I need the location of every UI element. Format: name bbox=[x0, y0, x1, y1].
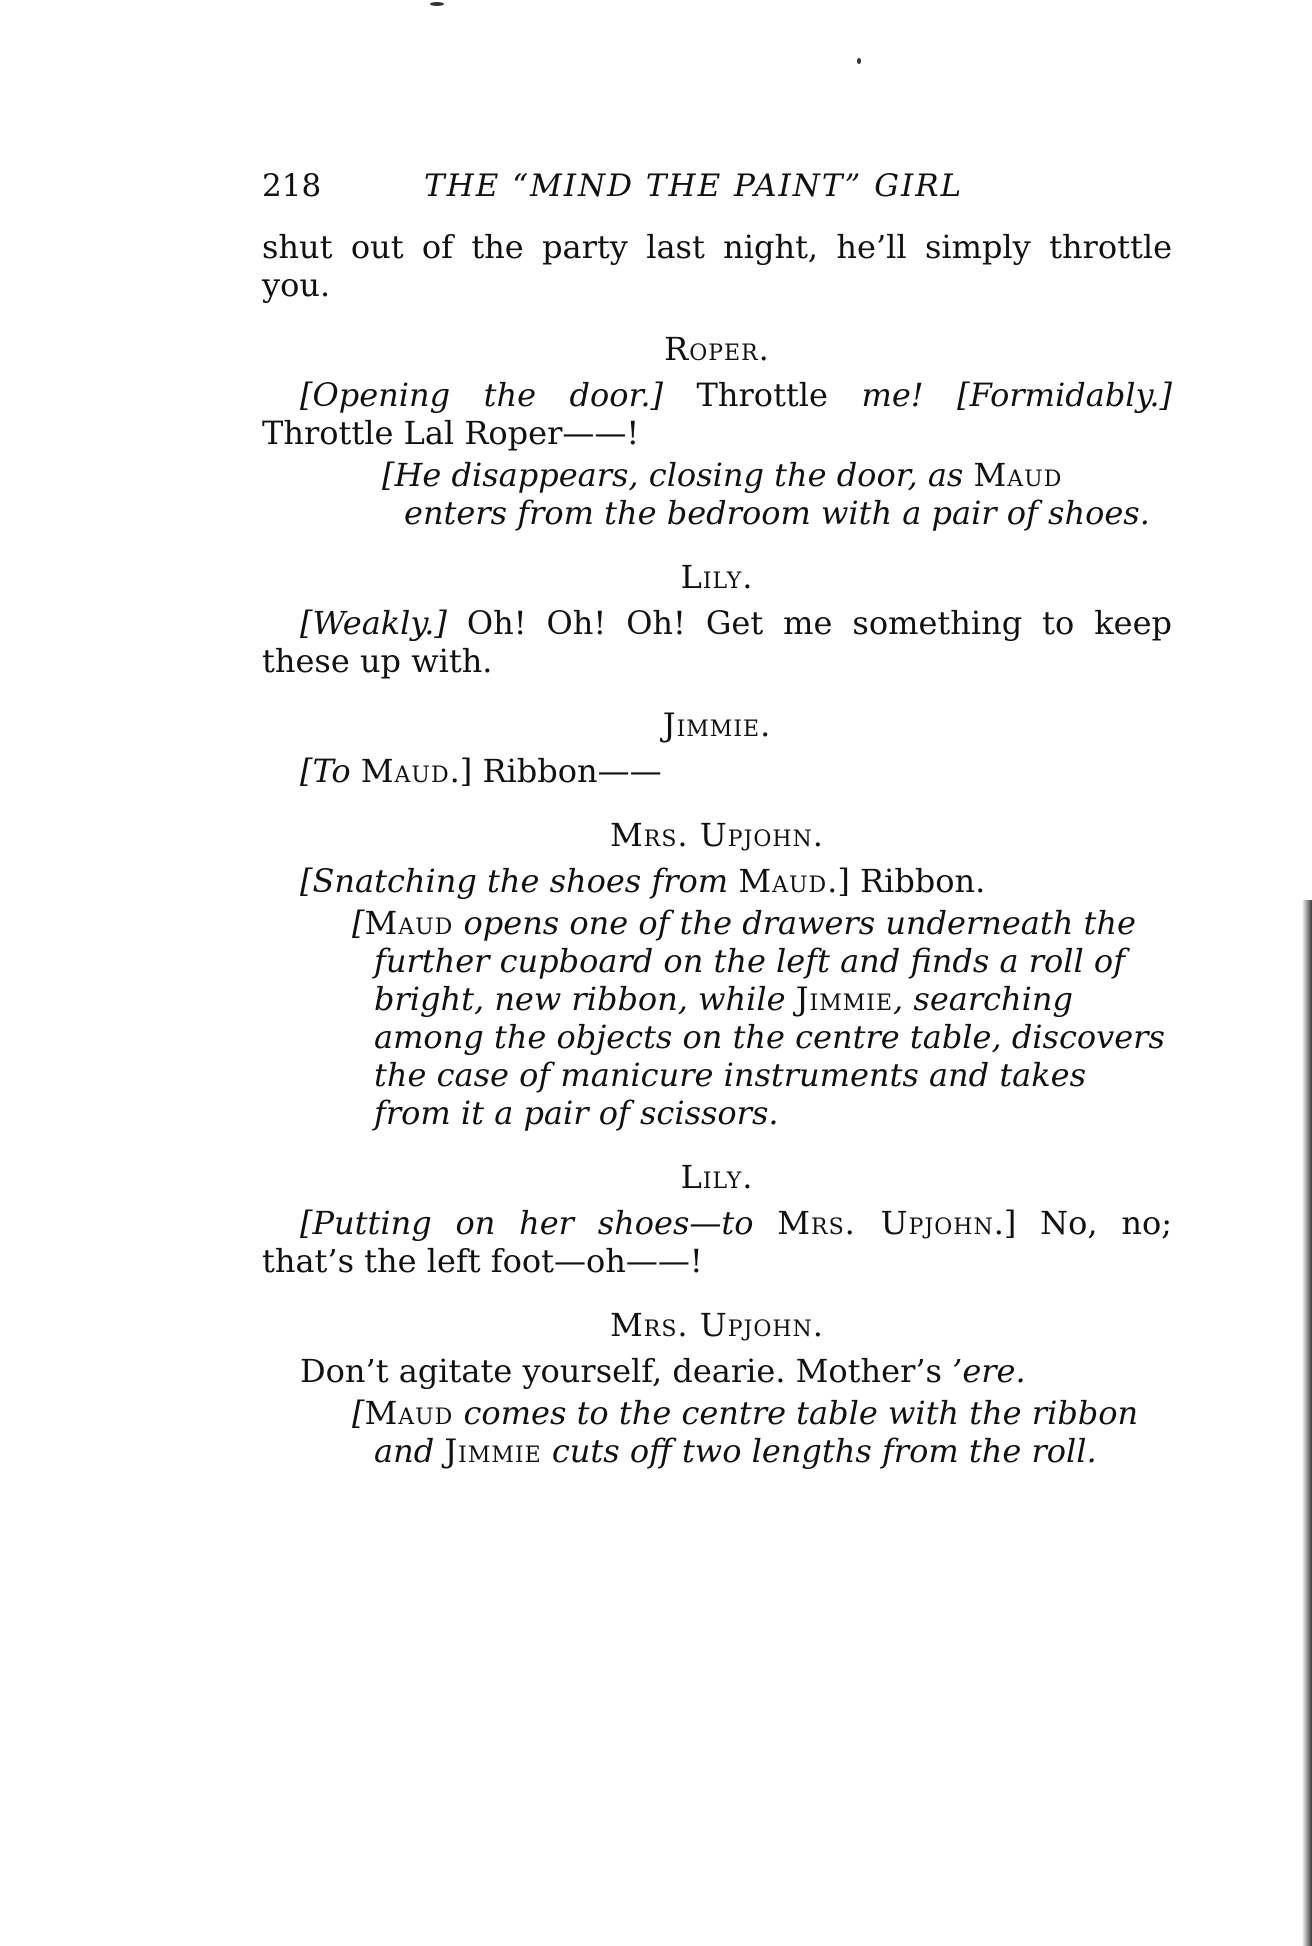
roper-direction-2: [Formidably.] bbox=[923, 376, 1173, 414]
scan-speck bbox=[430, 2, 444, 6]
upjohn-direction-a: [Snatching the shoes from bbox=[300, 862, 739, 900]
scan-edge-shadow bbox=[1302, 900, 1312, 1946]
upjohn-direction-b: .] bbox=[827, 862, 850, 900]
sd2-part-a: opens one of the drawers underneath the further cupboard on the left and finds a roll of bright, new ribbon, while bbox=[374, 904, 1136, 1018]
lily-direction-2a: [Putting on her shoes—to bbox=[300, 1204, 778, 1242]
scan-speck bbox=[857, 58, 861, 64]
sd2-maud: Maud bbox=[364, 904, 454, 942]
stage-direction-3 bbox=[352, 1394, 1172, 1470]
upjohn-text-2a: Don’t agitate yourself, dearie. Mother’s bbox=[300, 1352, 953, 1390]
lily-text-1: Oh! Oh! Oh! Get me something to keep these up with. bbox=[262, 604, 1172, 680]
sd2-part-b: , searching among the objects on the centre table, discovers the case of manicure instruments and takes from it a pair of scissors. bbox=[374, 980, 1165, 1132]
jimmie-direction-maud: Maud bbox=[360, 752, 450, 790]
roper-speech bbox=[262, 376, 1172, 452]
jimmie-text: Ribbon—— bbox=[472, 752, 662, 790]
lily-direction-2b: .] bbox=[993, 1204, 1017, 1242]
play-text bbox=[262, 228, 1172, 1470]
roper-direction-1: [Opening the door.] bbox=[300, 376, 664, 414]
sd3-jimmie: Jimmie bbox=[444, 1432, 542, 1470]
jimmie-direction-a: [To bbox=[300, 752, 361, 790]
sd1-part-a: [He disappears, closing the door, as bbox=[382, 456, 974, 494]
upjohn-speech-2 bbox=[262, 1352, 1172, 1390]
speaker-lily-1: Lily. bbox=[680, 558, 754, 596]
upjohn-ere: ’ere. bbox=[952, 1352, 1026, 1390]
roper-text-2: Throttle Lal Roper——! bbox=[262, 414, 640, 452]
page-number: 218 bbox=[262, 168, 322, 204]
sd1-part-b: enters from the bedroom with a pair of shoes. bbox=[404, 494, 1150, 532]
upjohn-direction-maud: Maud bbox=[738, 862, 828, 900]
running-head bbox=[262, 168, 1022, 212]
sd3-part-b: cuts off two lengths from the roll. bbox=[541, 1432, 1097, 1470]
lily-direction-2-name: Mrs. Upjohn bbox=[777, 1204, 994, 1242]
lily-text-2: No, no; that’s the left foot—oh——! bbox=[262, 1204, 1173, 1280]
jimmie-speech bbox=[262, 752, 1172, 790]
sd3-part-a: comes to the centre table with the ribbon and bbox=[374, 1394, 1139, 1470]
sd2-bracket: [ bbox=[352, 904, 365, 942]
speaker-jimmie: Jimmie. bbox=[662, 706, 772, 744]
jimmie-direction-b: .] bbox=[449, 752, 473, 790]
roper-me: me! bbox=[861, 376, 924, 414]
opening-line: shut out of the party last night, he’ll simply throttle you. bbox=[262, 228, 1172, 304]
upjohn-text-1: Ribbon. bbox=[849, 862, 986, 900]
speaker-upjohn-1: Mrs. Upjohn. bbox=[610, 816, 824, 854]
upjohn-speech-1 bbox=[262, 862, 1172, 900]
lily-speech-1 bbox=[262, 604, 1172, 680]
speaker-lily-2: Lily. bbox=[680, 1158, 754, 1196]
stage-direction-2 bbox=[352, 904, 1172, 1132]
roper-text-1: Throttle bbox=[663, 376, 862, 414]
lily-speech-2 bbox=[262, 1204, 1172, 1280]
lily-direction-1: [Weakly.] bbox=[300, 604, 447, 642]
running-title: THE “MIND THE PAINT” GIRL bbox=[424, 168, 964, 204]
sd3-bracket: [ bbox=[352, 1394, 365, 1432]
stage-direction-1 bbox=[382, 456, 1172, 532]
sd1-maud: Maud bbox=[973, 456, 1063, 494]
sd2-jimmie: Jimmie bbox=[795, 980, 894, 1018]
speaker-roper: Roper. bbox=[664, 330, 770, 368]
sd3-maud: Maud bbox=[364, 1394, 454, 1432]
speaker-upjohn-2: Mrs. Upjohn. bbox=[610, 1306, 824, 1344]
